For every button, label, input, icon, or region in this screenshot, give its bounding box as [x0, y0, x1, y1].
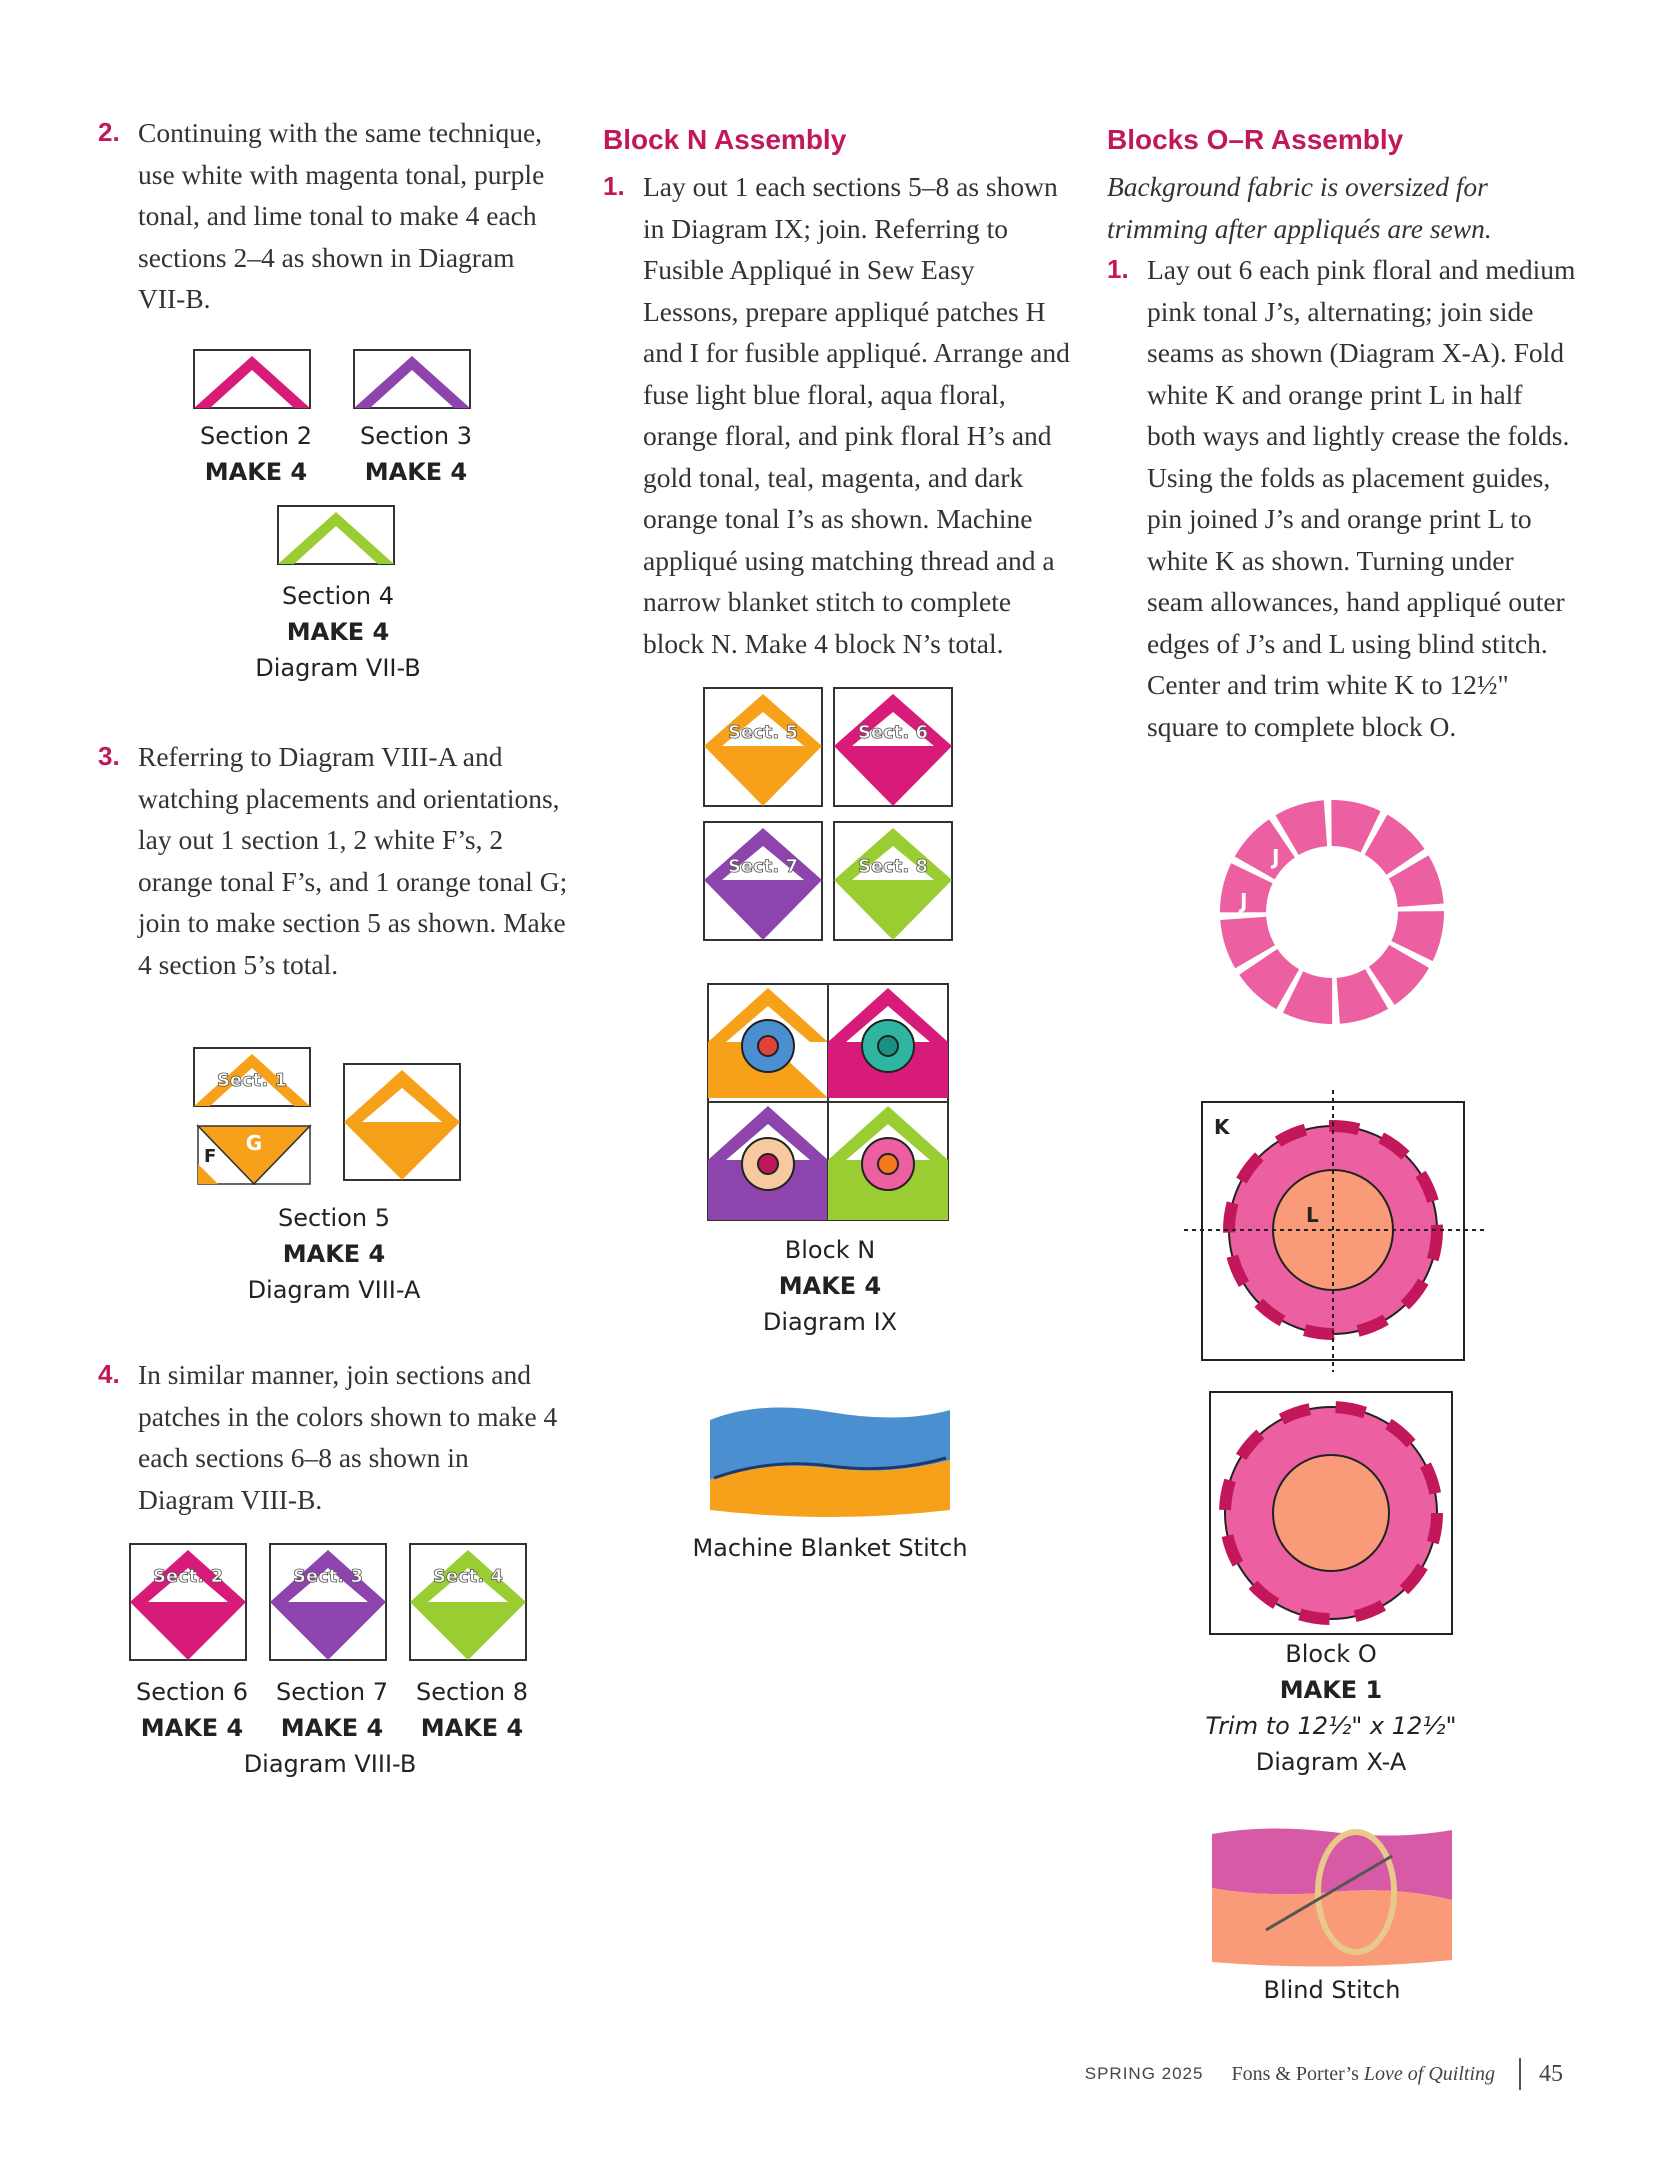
sect-6-label: Sect. 6 — [857, 722, 929, 743]
column-2 — [603, 120, 1073, 664]
caption-label: Block N — [784, 1236, 876, 1264]
section-4-caption — [218, 578, 458, 686]
issue-season: SPRING 2025 — [1084, 2064, 1204, 2083]
k-label: K — [1214, 1115, 1230, 1139]
diagram-viii-b-figure — [126, 1540, 536, 1666]
caption-label: Section 7 — [275, 1678, 389, 1706]
section-6-patch — [130, 1544, 246, 1660]
section-6-caption — [124, 1674, 260, 1746]
sect-1-patch — [194, 1048, 310, 1106]
caption-make: MAKE 4 — [286, 618, 390, 646]
block-n-caption — [710, 1232, 950, 1340]
section-2-patch — [194, 350, 310, 408]
caption-trim: Trim to 12½" x 12½" — [1205, 1712, 1457, 1740]
caption-make: MAKE 1 — [1279, 1676, 1383, 1704]
step-3 — [98, 736, 568, 985]
sect-5-patch — [704, 688, 822, 806]
magazine-prefix: Fons & Porter’s — [1231, 2062, 1359, 2085]
step-2 — [98, 112, 568, 320]
j-label-left: J — [1240, 889, 1248, 913]
column-1-step-3 — [98, 736, 568, 985]
blanket-stitch-illustration — [700, 1400, 960, 1520]
sect-8-patch — [834, 822, 952, 940]
section-5-pieces — [198, 1126, 310, 1184]
block-n-quadrants — [708, 984, 948, 1220]
diagram-title: Diagram X-A — [1255, 1748, 1407, 1776]
intro-note: Background fabric is oversized for trimming after appliqués are sewn. — [1107, 171, 1492, 244]
magazine-title: Love of Quilting — [1363, 2062, 1495, 2085]
aqua-flower-icon — [862, 1020, 914, 1072]
sect-8-label: Sect. 8 — [857, 856, 929, 877]
sect-5-label: Sect. 5 — [727, 722, 799, 743]
section-5-caption — [214, 1200, 454, 1308]
block-n-step-1 — [603, 166, 1073, 664]
j-ring-figure — [1216, 796, 1448, 1028]
caption-label: Section 5 — [277, 1204, 391, 1232]
blind-stitch-illustration — [1206, 1822, 1458, 1972]
block-n-heading: Block N Assembly — [603, 124, 847, 155]
block-n-figure — [704, 980, 954, 1226]
caption-label: Section 2 — [199, 422, 313, 450]
sections-5-8-figure — [700, 684, 960, 944]
pink-flower-icon — [862, 1138, 914, 1190]
step-text: In similar manner, join sections and patches in the colors shown to make 4 each sections 6–8 as shown in Diagram VIII-B. — [138, 1359, 558, 1515]
page-footer — [1085, 2058, 1563, 2090]
column-1-step-4 — [98, 1354, 568, 1520]
section-2-caption — [186, 418, 326, 490]
step-number: 1. — [603, 171, 625, 201]
diagram-title: Diagram VII-B — [255, 654, 421, 682]
section-7-patch — [270, 1544, 386, 1660]
section-4-patch — [278, 506, 394, 564]
caption-make: MAKE 4 — [364, 458, 468, 486]
blue-flower-icon — [742, 1020, 794, 1072]
caption-make: MAKE 4 — [140, 1714, 244, 1742]
step-text: Lay out 1 each sections 5–8 as shown in Diagram IX; join. Referring to Fusible Appliqué in Sew Easy Lessons, prepare appliqué patches H and I for fusible appliqué. Arrange and fuse light blue floral, aqua floral, orange floral, and pink floral H’s and gold tonal, teal, magenta, and dark orange tonal I’s as shown. Machine appliqué using matching thread and a narrow blanket stitch to complete block N. Make 4 block N’s total. — [643, 171, 1070, 659]
caption-make: MAKE 4 — [420, 1714, 524, 1742]
section-3-patch — [354, 350, 470, 408]
caption-make: MAKE 4 — [204, 458, 308, 486]
section-8-caption — [404, 1674, 540, 1746]
f-label: F — [204, 1146, 217, 1167]
diagram-viii-b-title: Diagram VIII-B — [243, 1750, 417, 1778]
sect-3-label: Sect. 3 — [292, 1566, 364, 1587]
g-label: G — [245, 1131, 263, 1155]
block-o-caption — [1186, 1636, 1476, 1780]
peach-flower-icon — [742, 1138, 794, 1190]
page-number: 45 — [1539, 2060, 1563, 2087]
blocks-o-r-heading: Blocks O–R Assembly — [1107, 124, 1404, 155]
sect-2-label: Sect. 2 — [152, 1566, 224, 1587]
caption-make: MAKE 4 — [778, 1272, 882, 1300]
blind-stitch-caption: Blind Stitch — [1263, 1976, 1401, 2004]
caption-make: MAKE 4 — [282, 1240, 386, 1268]
diagram-viii-a-figure — [184, 1044, 474, 1194]
step-number: 1. — [1107, 254, 1129, 284]
caption-label: Section 6 — [135, 1678, 249, 1706]
section-3-caption — [346, 418, 486, 490]
sect-1-label: Sect. 1 — [216, 1070, 288, 1091]
section-8-patch — [410, 1544, 526, 1660]
step-text: Lay out 6 each pink floral and medium pink tonal J’s, alternating; join side seams as shown (Diagram X-A). Fold white K and orange print L in half both ways and lightly crease the folds. Using the folds as placement guides, pin joined J’s and orange print L to white K as shown. Turning under seam allowances, hand appliqué outer edges of J’s and L using blind stitch. Center and trim white K to 12½" square to complete block O. — [1147, 254, 1576, 742]
blocks-o-r-step-1 — [1107, 249, 1577, 747]
sect-6-patch — [834, 688, 952, 806]
caption-label: Block O — [1285, 1640, 1377, 1668]
caption-label: Section 4 — [281, 582, 395, 610]
diagram-x-a-figure — [1184, 1090, 1484, 1372]
column-3 — [1107, 120, 1577, 747]
step-text: Continuing with the same technique, use white with magenta tonal, purple tonal, and lime tonal to make 4 each sections 2–4 as shown in Diagram VII-B. — [138, 117, 545, 314]
footer-divider — [1519, 2058, 1521, 2090]
column-1 — [98, 112, 568, 320]
step-number: 4. — [98, 1359, 120, 1389]
caption-label: Section 3 — [359, 422, 473, 450]
diagram-title: Diagram VIII-A — [247, 1276, 421, 1304]
blanket-stitch-caption: Machine Blanket Stitch — [692, 1534, 968, 1562]
caption-label: Section 8 — [415, 1678, 529, 1706]
sect-7-patch — [704, 822, 822, 940]
j-label-top: J — [1272, 845, 1280, 869]
step-number: 2. — [98, 117, 120, 147]
section-5-patch — [344, 1064, 460, 1180]
block-o-figure — [1206, 1388, 1456, 1640]
l-label: L — [1306, 1203, 1319, 1227]
step-text: Referring to Diagram VIII-A and watching placements and orientations, lay out 1 section 1, 2 white F’s, 2 orange tonal F’s, and 1 orange tonal G; join to make section 5 as shown. Make 4 section 5’s total. — [138, 741, 568, 980]
section-7-caption — [264, 1674, 400, 1746]
sect-7-label: Sect. 7 — [727, 856, 799, 877]
diagram-title: Diagram IX — [762, 1308, 898, 1336]
sect-4-label: Sect. 4 — [432, 1566, 504, 1587]
caption-make: MAKE 4 — [280, 1714, 384, 1742]
step-4 — [98, 1354, 568, 1520]
step-number: 3. — [98, 741, 120, 771]
